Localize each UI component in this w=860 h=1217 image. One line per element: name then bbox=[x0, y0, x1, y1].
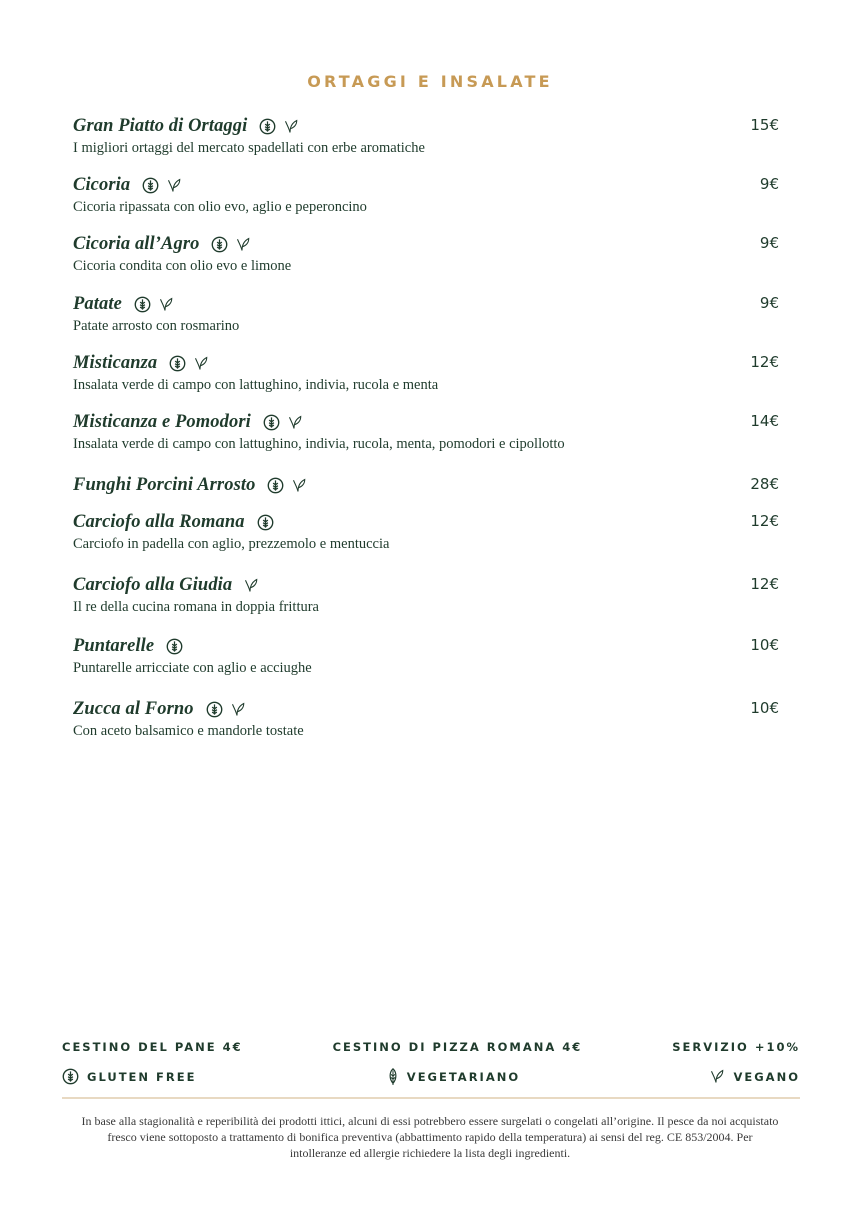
menu-item bbox=[73, 410, 779, 453]
footer-divider bbox=[62, 1097, 800, 1099]
item-description: Insalata verde di campo con lattughino, indivia, rucola, menta, pomodori e cipollotto bbox=[73, 436, 565, 452]
extra-bread-basket: CESTINO DEL PANE 4€ bbox=[62, 1040, 243, 1054]
menu-item bbox=[73, 634, 779, 677]
item-name: Zucca al Forno bbox=[73, 698, 194, 719]
legend-vegetarian bbox=[387, 1068, 520, 1085]
gluten-free-icon bbox=[211, 236, 228, 253]
item-name: Puntarelle bbox=[73, 635, 155, 656]
dietary-icons bbox=[257, 514, 274, 531]
item-name: Funghi Porcini Arrosto bbox=[73, 474, 256, 495]
extras-row bbox=[62, 1040, 800, 1054]
item-name: Misticanza e Pomodori bbox=[73, 411, 251, 432]
dietary-icons bbox=[259, 118, 299, 135]
item-description: Cicoria ripassata con olio evo, aglio e peperoncino bbox=[73, 199, 367, 215]
item-name: Patate bbox=[73, 293, 122, 314]
vegan-sprout-icon bbox=[167, 178, 182, 193]
menu-item bbox=[73, 573, 779, 616]
item-price: 12€ bbox=[750, 353, 779, 371]
vegan-sprout-icon bbox=[194, 356, 209, 371]
disclaimer-text: In base alla stagionalità e reperibilità dei prodotti ittici, alcuni di essi potrebbero essere surgelati o congelati all’origine. Il pesce da noi acquistato fresco viene sottoposto a trattamento di bonifica preventiva (abbattimento rapido della temperatura) ai sensi del reg. CE 853/2004. Per intolleranze ed allergie richiedere la lista degli ingredienti. bbox=[81, 1114, 779, 1160]
gluten-free-icon bbox=[166, 638, 183, 655]
item-price: 15€ bbox=[750, 116, 779, 134]
vegan-sprout-icon bbox=[292, 478, 307, 493]
dietary-icons bbox=[134, 296, 174, 313]
vegan-sprout-icon bbox=[288, 415, 303, 430]
item-description: Il re della cucina romana in doppia frittura bbox=[73, 599, 319, 615]
item-description: Puntarelle arricciate con aglio e acciughe bbox=[73, 660, 312, 676]
dietary-icons bbox=[166, 638, 183, 655]
item-price: 12€ bbox=[750, 512, 779, 530]
gluten-free-icon bbox=[259, 118, 276, 135]
menu-item bbox=[73, 114, 779, 157]
menu-item bbox=[73, 510, 779, 553]
legend-vegetarian-label: VEGETARIANO bbox=[406, 1069, 521, 1084]
gluten-free-icon bbox=[169, 355, 186, 372]
vegan-sprout-icon bbox=[284, 119, 299, 134]
menu-item bbox=[73, 697, 779, 740]
dietary-icons bbox=[169, 355, 209, 372]
vegan-sprout-icon bbox=[236, 237, 251, 252]
item-description: Patate arrosto con rosmarino bbox=[73, 318, 240, 334]
item-name: Cicoria bbox=[73, 174, 131, 195]
gluten-free-icon bbox=[267, 477, 284, 494]
extra-pizza-basket: CESTINO DI PIZZA ROMANA 4€ bbox=[332, 1040, 583, 1054]
legend-vegan bbox=[710, 1069, 800, 1084]
item-price: 10€ bbox=[750, 699, 779, 717]
legend-vegan-label: VEGANO bbox=[733, 1069, 800, 1084]
legend-gluten-free-label: GLUTEN FREE bbox=[87, 1069, 197, 1084]
dietary-icons bbox=[244, 578, 259, 593]
item-name: Carciofo alla Romana bbox=[73, 511, 245, 532]
dietary-icons bbox=[263, 414, 303, 431]
item-description: I migliori ortaggi del mercato spadellati con erbe aromatiche bbox=[73, 140, 425, 156]
legend-gluten-free bbox=[62, 1068, 196, 1085]
section-title: ORTAGGI E INSALATE bbox=[307, 72, 553, 91]
menu-item bbox=[73, 232, 779, 275]
item-price: 9€ bbox=[759, 234, 779, 252]
gluten-free-icon bbox=[257, 514, 274, 531]
dietary-icons bbox=[211, 236, 251, 253]
vegan-sprout-icon bbox=[231, 702, 246, 717]
dietary-icons bbox=[206, 701, 246, 718]
item-name: Cicoria all’Agro bbox=[73, 233, 200, 254]
item-description: Insalata verde di campo con lattughino, indivia, rucola e menta bbox=[73, 377, 439, 393]
vegan-sprout-icon bbox=[710, 1069, 725, 1084]
menu-item bbox=[73, 173, 779, 216]
legend-row bbox=[62, 1068, 800, 1085]
gluten-free-icon bbox=[263, 414, 280, 431]
menu-item bbox=[73, 473, 779, 497]
item-price: 9€ bbox=[759, 175, 779, 193]
menu-item bbox=[73, 292, 779, 335]
gluten-free-icon bbox=[142, 177, 159, 194]
dietary-icons bbox=[267, 477, 307, 494]
item-description: Cicoria condita con olio evo e limone bbox=[73, 258, 292, 274]
item-name: Misticanza bbox=[73, 352, 158, 373]
gluten-free-icon bbox=[134, 296, 151, 313]
vegetarian-leaf-icon bbox=[387, 1068, 399, 1085]
gluten-free-icon bbox=[62, 1068, 79, 1085]
menu-item bbox=[73, 351, 779, 394]
item-price: 9€ bbox=[759, 294, 779, 312]
item-price: 28€ bbox=[750, 475, 779, 493]
item-description: Carciofo in padella con aglio, prezzemolo e mentuccia bbox=[73, 536, 390, 552]
item-price: 12€ bbox=[750, 575, 779, 593]
item-name: Gran Piatto di Ortaggi bbox=[73, 115, 248, 136]
item-price: 10€ bbox=[750, 636, 779, 654]
dietary-icons bbox=[142, 177, 182, 194]
item-name: Carciofo alla Giudia bbox=[73, 574, 233, 595]
gluten-free-icon bbox=[206, 701, 223, 718]
vegan-sprout-icon bbox=[159, 297, 174, 312]
item-price: 14€ bbox=[750, 412, 779, 430]
extra-service-charge: SERVIZIO +10% bbox=[672, 1040, 800, 1054]
item-description: Con aceto balsamico e mandorle tostate bbox=[73, 723, 304, 739]
vegan-sprout-icon bbox=[244, 578, 259, 593]
